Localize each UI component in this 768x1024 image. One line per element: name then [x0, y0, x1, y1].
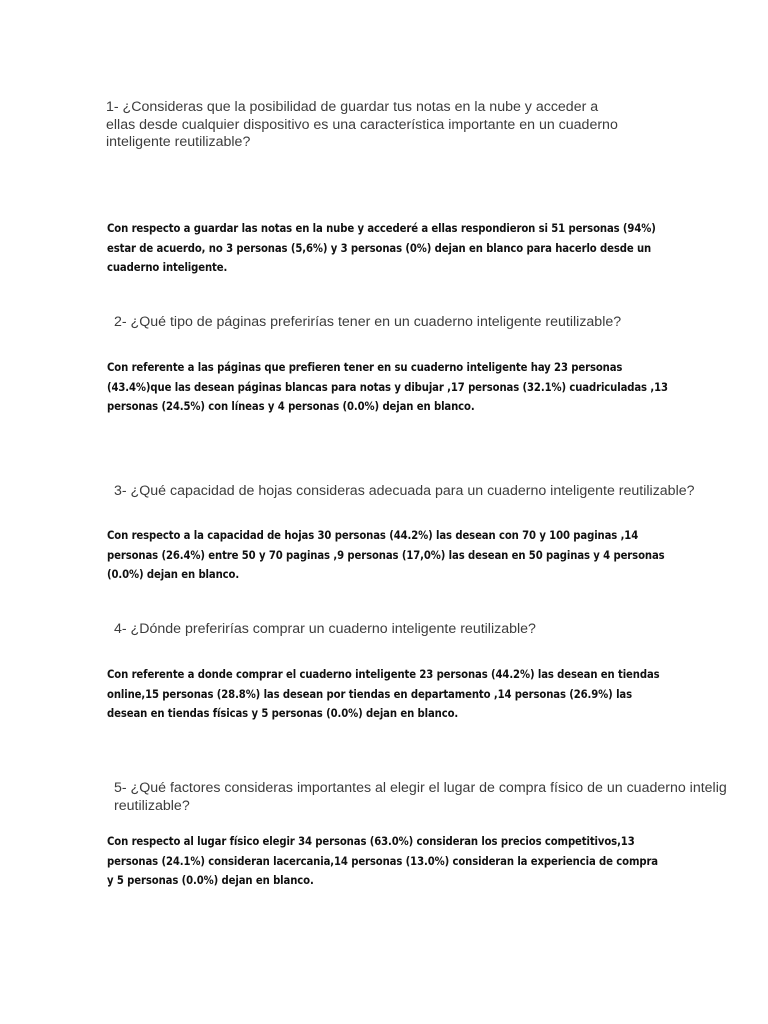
- answer-3: Con respecto a la capacidad de hojas 30 personas (44.2%) las desean con 70 y 100 paginas ,14 personas (26.4%) entre 50 y 70 paginas ,9 personas (17,0%) las desean en 50 paginas y 4 personas (0.0%) dejan en blanco.: [107, 529, 665, 581]
- answer-1: Con respecto a guardar las notas en la nube y accederé a ellas respondieron si 51 personas (94%) estar de acuerdo, no 3 personas (5,6%) y 3 personas (0%) dejan en blanco para hacerlo desde un cuaderno inteligente.: [107, 222, 656, 274]
- answer-5: Con respecto al lugar físico elegir 34 personas (63.0%) consideran los precios competitivos,13 personas (24.1%) consideran lacercania,14 personas (13.0%) consideran la experiencia de compra y 5 personas (0.0%) dejan en blanco.: [107, 835, 658, 887]
- question-1: 1- ¿Consideras que la posibilidad de guardar tus notas en la nube y acceder a ellas desde cualquier dispositivo es una característica importante en un cuaderno inteligente reutilizable?: [106, 99, 618, 150]
- question-4: 4- ¿Dónde preferirías comprar un cuaderno inteligente reutilizable?: [114, 621, 536, 637]
- question-3: 3- ¿Qué capacidad de hojas consideras adecuada para un cuaderno inteligente reutilizable?: [114, 483, 695, 499]
- question-2: 2- ¿Qué tipo de páginas preferirías tener en un cuaderno inteligente reutilizable?: [114, 314, 622, 330]
- answer-4: Con referente a donde comprar el cuaderno inteligente 23 personas (44.2%) las desean en tiendas online,15 personas (28.8%) las desean por tiendas en departamento ,14 personas (26.9%) las desean en tiendas físicas y 5 personas (0.0%) dejan en blanco.: [107, 668, 660, 720]
- question-5: 5- ¿Qué factores consideras importantes al elegir el lugar de compra físico de un cuaderno intelig reutilizable?: [114, 780, 727, 814]
- answer-2: Con referente a las páginas que prefieren tener en su cuaderno inteligente hay 23 personas (43.4%)que las desean páginas blancas para notas y dibujar ,17 personas (32.1%) cuadriculadas ,13 personas (24.5%) con líneas y 4 personas (0.0%) dejan en blanco.: [107, 361, 668, 413]
